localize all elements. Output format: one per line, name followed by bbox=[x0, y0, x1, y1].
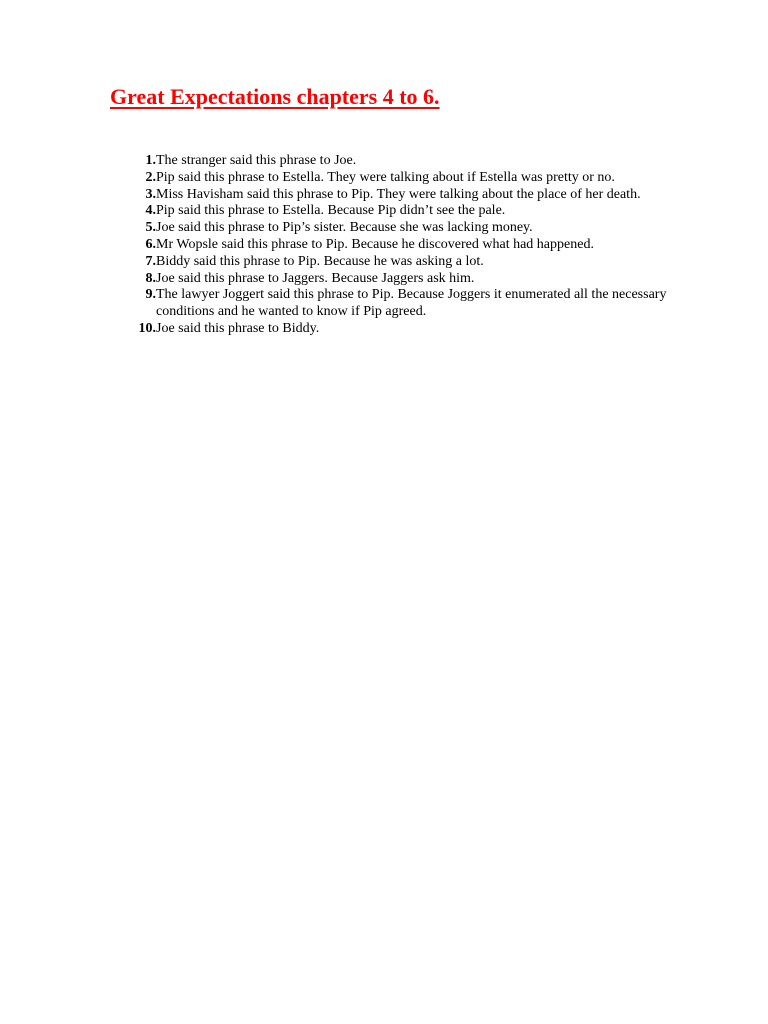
list-item bbox=[110, 254, 670, 271]
list-item bbox=[110, 321, 670, 338]
list-item bbox=[110, 237, 670, 254]
list-item-number: 8. bbox=[145, 270, 156, 286]
list-item-number: 6. bbox=[145, 236, 156, 252]
list-item-text: The stranger said this phrase to Joe. bbox=[156, 153, 357, 168]
list-item-number: 1. bbox=[145, 153, 156, 168]
list-item-text: Joe said this phrase to Pip’s sister. Because she was lacking money. bbox=[156, 220, 533, 236]
list-item-number: 2. bbox=[145, 169, 156, 185]
list-item-text: The lawyer Joggert said this phrase to Pip. Because Joggers it enumerated all the necessary conditions and he wanted to know if Pip agreed. bbox=[156, 287, 667, 320]
list-item bbox=[110, 287, 670, 321]
list-item bbox=[110, 203, 670, 220]
list-item-text: Joe said this phrase to Jaggers. Because Jaggers ask him. bbox=[156, 270, 475, 286]
list-item-number: 7. bbox=[145, 253, 156, 269]
list-item-text: Biddy said this phrase to Pip. Because he was asking a lot. bbox=[156, 253, 484, 269]
list-item-text: Pip said this phrase to Estella. They were talking about if Estella was pretty or no. bbox=[156, 169, 615, 185]
list-item-number: 3. bbox=[145, 186, 156, 202]
list-item-number: 4. bbox=[145, 203, 156, 219]
list-item-number: 5. bbox=[145, 220, 156, 236]
list-item-text: Pip said this phrase to Estella. Because Pip didn’t see the pale. bbox=[156, 203, 506, 219]
list-item-text: Miss Havisham said this phrase to Pip. They were talking about the place of her death. bbox=[156, 186, 641, 202]
phrase-list bbox=[110, 153, 670, 338]
list-item bbox=[110, 187, 670, 204]
document-title: Great Expectations chapters 4 to 6. bbox=[110, 84, 440, 109]
list-item-text: Joe said this phrase to Biddy. bbox=[156, 320, 320, 336]
list-item-text: Mr Wopsle said this phrase to Pip. Because he discovered what had happened. bbox=[156, 236, 594, 252]
list-item bbox=[110, 170, 670, 187]
list-item bbox=[110, 153, 670, 170]
list-item-number: 10. bbox=[138, 320, 156, 336]
list-item bbox=[110, 220, 670, 237]
list-item bbox=[110, 271, 670, 288]
list-item-number: 9. bbox=[145, 287, 156, 303]
